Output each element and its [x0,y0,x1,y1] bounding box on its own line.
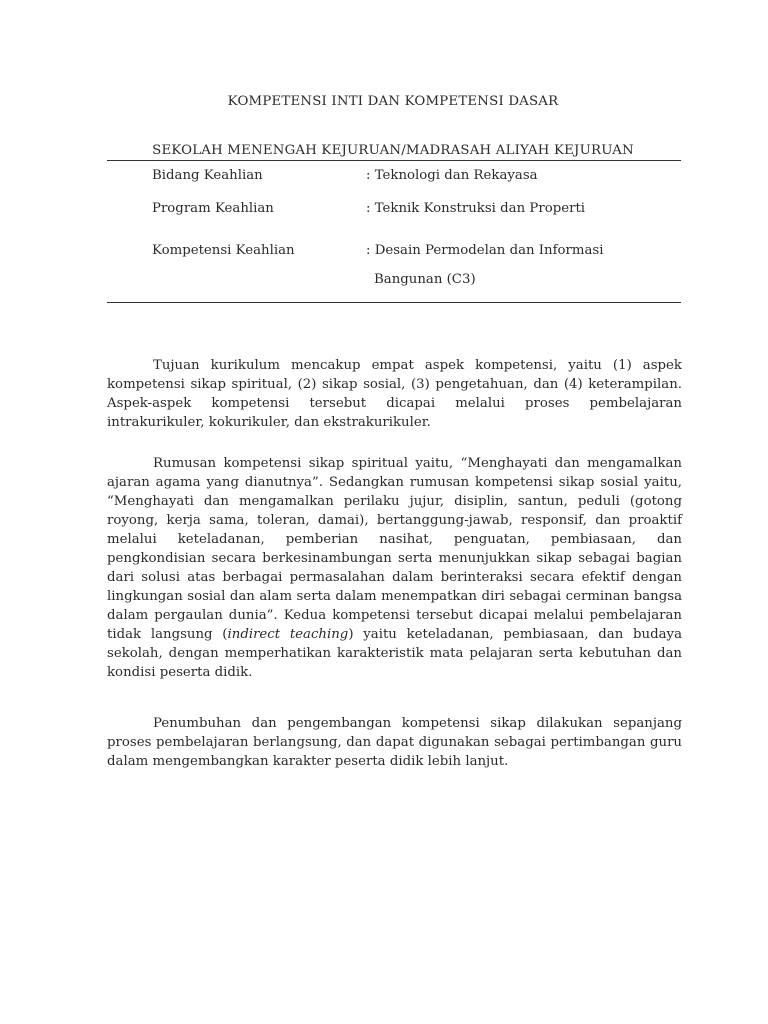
document-title: KOMPETENSI INTI DAN KOMPETENSI DASAR [227,94,559,109]
kompetensi-label: Kompetensi Keahlian [152,243,295,258]
program-value: : Teknik Konstruksi dan Properti [366,201,586,216]
paragraph-2-italic-term: indirect teaching [227,627,349,642]
info-row-bidang [152,168,692,188]
bottom-divider [107,302,681,303]
kompetensi-value-line1: : Desain Permodelan dan Informasi [366,243,604,258]
paragraph-2-text-a: Rumusan kompetensi sikap spiritual yaitu, “Menghayati dan mengamalkan ajaran agama yang dianutnya”. Sedangkan rumusan kompetensi sikap sosial yaitu, “Menghayati dan mengamalkan perilaku jujur, disiplin, santun, peduli (gotong royong, kerja sama, toleran, damai), bertanggung-jawab, responsif, dan proaktif melalui keteladanan, pemberian nasihat, penguatan, pembiasaan, dan pengkondisian secara berkesinambungan serta menunjukkan sikap sebagai bagian dari solusi atas berbagai permasalahan dalam berinteraksi secara efektif dengan lingkungan sosial dan alam serta dalam menempatkan diri sebagai cerminan bangsa dalam pergaulan dunia”. Kedua kompetensi tersebut dicapai melalui pembelajaran tidak langsung ( [107,456,682,642]
info-row-kompetensi [152,243,692,263]
kompetensi-value-line2: Bangunan (C3) [374,272,476,287]
program-label: Program Keahlian [152,201,274,216]
paragraph-2-text-b: ) yaitu keteladanan, pembiasaan, dan budaya sekolah, dengan memperhatikan karakteristik mata pelajaran serta kebutuhan dan kondisi peserta didik. [107,627,682,680]
info-row-program [152,201,692,221]
paragraph-3: Penumbuhan dan pengembangan kompetensi sikap dilakukan sepanjang proses pembelajaran berlangsung, dan dapat digunakan sebagai pertimbangan guru dalam mengembangkan karakter peserta didik lebih lanjut. [107,716,682,769]
bidang-value: : Teknologi dan Rekayasa [366,168,538,183]
document-subtitle: SEKOLAH MENENGAH KEJURUAN/MADRASAH ALIYAH KEJURUAN [152,143,634,158]
info-row-kompetensi-cont [152,272,692,292]
paragraph-2 [107,454,682,682]
paragraph-1: Tujuan kurikulum mencakup empat aspek kompetensi, yaitu (1) aspek kompetensi sikap spiritual, (2) sikap sosial, (3) pengetahuan, dan (4) keterampilan. Aspek-aspek kompetensi tersebut dicapai melalui proses pembelajaran intrakurikuler, kokurikuler, dan ekstrakurikuler. [107,358,682,430]
bidang-label: Bidang Keahlian [152,168,263,183]
top-divider [107,160,681,161]
